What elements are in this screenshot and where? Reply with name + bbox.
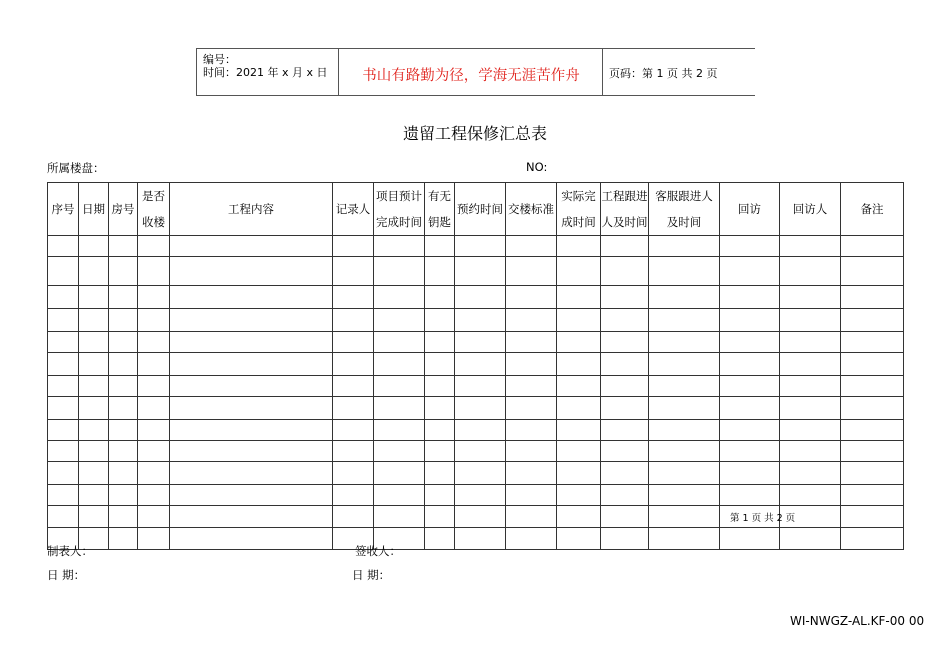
table-cell[interactable] [170, 397, 333, 420]
table-cell[interactable] [170, 236, 333, 257]
number-label: 编号： [203, 53, 236, 66]
column-header-line: 回访人 [792, 202, 828, 216]
page-note: 第 1 页 共 2 页 [730, 513, 796, 524]
table-cell[interactable] [138, 441, 170, 462]
table-row [48, 236, 904, 257]
table-cell[interactable] [374, 376, 425, 397]
table-cell[interactable] [649, 286, 720, 309]
property-label: 所属楼盘： [47, 161, 105, 175]
table-cell[interactable] [425, 236, 455, 257]
table-cell[interactable] [841, 485, 904, 506]
summary-table [47, 182, 904, 550]
table-cell[interactable] [138, 353, 170, 376]
column-header-line: 客服跟进人 [655, 189, 713, 203]
table-cell[interactable] [649, 236, 720, 257]
table-cell[interactable] [170, 485, 333, 506]
table-cell[interactable] [425, 309, 455, 332]
column-header-line: 成时间 [561, 215, 596, 229]
receiver-date-label: 日 期： [352, 568, 391, 582]
column-header [425, 183, 455, 236]
column-header-line: 备注 [860, 202, 884, 216]
table-cell[interactable] [170, 286, 333, 309]
table-cell[interactable] [601, 353, 649, 376]
table-cell[interactable] [720, 332, 780, 353]
table-cell[interactable] [506, 257, 557, 286]
table-cell[interactable] [48, 397, 79, 420]
column-header-line: 收楼 [142, 215, 165, 229]
table-cell[interactable] [601, 286, 649, 309]
table-cell[interactable] [506, 286, 557, 309]
table-cell[interactable] [841, 397, 904, 420]
table-cell[interactable] [720, 286, 780, 309]
column-header-line: 实际完 [561, 189, 596, 203]
table-cell[interactable] [425, 462, 455, 485]
table-row [48, 353, 904, 376]
column-header [557, 183, 601, 236]
table-cell[interactable] [780, 420, 841, 441]
page-title: 遗留工程保修汇总表 [402, 124, 547, 143]
table-cell[interactable] [170, 528, 333, 550]
table-cell[interactable] [79, 420, 109, 441]
table-cell[interactable] [374, 420, 425, 441]
table-cell[interactable] [780, 528, 841, 550]
table-cell[interactable] [170, 309, 333, 332]
table-cell[interactable] [374, 506, 425, 528]
table-cell[interactable] [601, 441, 649, 462]
table-cell[interactable] [601, 462, 649, 485]
table-cell[interactable] [374, 462, 425, 485]
table-cell[interactable] [506, 236, 557, 257]
table-cell[interactable] [48, 309, 79, 332]
table-cell[interactable] [841, 420, 904, 441]
table-cell[interactable] [79, 286, 109, 309]
column-header [506, 183, 557, 236]
table-cell[interactable] [601, 309, 649, 332]
header-page-cell [602, 48, 755, 96]
page-info: 页码：第 1 页 共 2 页 [609, 67, 718, 80]
table-cell[interactable] [557, 309, 601, 332]
table-cell[interactable] [170, 257, 333, 286]
column-header [455, 183, 506, 236]
table-cell[interactable] [425, 397, 455, 420]
header-meta-cell [196, 48, 338, 96]
table-row [48, 376, 904, 397]
table-cell[interactable] [649, 420, 720, 441]
table-cell[interactable] [109, 441, 138, 462]
table-cell[interactable] [720, 485, 780, 506]
table-cell[interactable] [425, 257, 455, 286]
table-cell[interactable] [425, 506, 455, 528]
table-cell[interactable] [455, 397, 506, 420]
table-cell[interactable] [79, 309, 109, 332]
table-cell[interactable] [109, 420, 138, 441]
table-cell[interactable] [109, 286, 138, 309]
table-cell[interactable] [374, 441, 425, 462]
table-cell[interactable] [138, 332, 170, 353]
column-header [109, 183, 138, 236]
table-cell[interactable] [557, 286, 601, 309]
column-header-line: 日期 [82, 202, 105, 216]
table-cell[interactable] [506, 485, 557, 506]
table-cell[interactable] [170, 332, 333, 353]
table-cell[interactable] [170, 462, 333, 485]
column-header [841, 183, 904, 236]
table-cell[interactable] [780, 236, 841, 257]
table-cell[interactable] [455, 286, 506, 309]
table-cell[interactable] [649, 332, 720, 353]
table-cell[interactable] [506, 528, 557, 550]
table-cell[interactable] [601, 236, 649, 257]
table-cell[interactable] [425, 441, 455, 462]
table-header-row [48, 183, 904, 236]
table-cell[interactable] [720, 420, 780, 441]
table-cell[interactable] [374, 353, 425, 376]
table-cell[interactable] [557, 506, 601, 528]
document-header [196, 48, 754, 96]
table-cell[interactable] [374, 485, 425, 506]
table-cell[interactable] [557, 332, 601, 353]
table-cell[interactable] [780, 332, 841, 353]
maker-date-label: 日 期： [47, 568, 86, 582]
table-cell[interactable] [780, 397, 841, 420]
table-cell[interactable] [109, 309, 138, 332]
table-cell[interactable] [170, 376, 333, 397]
table-cell[interactable] [557, 257, 601, 286]
header-motto-cell [338, 48, 603, 96]
maker-label: 制表人： [47, 544, 93, 558]
table-cell[interactable] [601, 420, 649, 441]
table-cell[interactable] [138, 506, 170, 528]
table-cell[interactable] [333, 397, 374, 420]
table-cell[interactable] [601, 397, 649, 420]
table-cell[interactable] [425, 420, 455, 441]
table-cell[interactable] [649, 485, 720, 506]
table-cell[interactable] [455, 353, 506, 376]
table-cell[interactable] [841, 236, 904, 257]
table-cell[interactable] [780, 462, 841, 485]
table-cell[interactable] [455, 462, 506, 485]
table-cell[interactable] [138, 286, 170, 309]
table-cell[interactable] [557, 441, 601, 462]
table-cell[interactable] [333, 506, 374, 528]
table-cell[interactable] [506, 332, 557, 353]
table-cell[interactable] [841, 376, 904, 397]
table-cell[interactable] [780, 353, 841, 376]
table-row [48, 420, 904, 441]
table-cell[interactable] [425, 332, 455, 353]
table-cell[interactable] [79, 376, 109, 397]
table-cell[interactable] [455, 485, 506, 506]
table-cell[interactable] [557, 236, 601, 257]
column-header [374, 183, 425, 236]
table-cell[interactable] [109, 236, 138, 257]
table-cell[interactable] [506, 397, 557, 420]
table-cell[interactable] [557, 376, 601, 397]
table-cell[interactable] [333, 286, 374, 309]
table-cell[interactable] [841, 506, 904, 528]
column-header [601, 183, 649, 236]
table-cell[interactable] [374, 332, 425, 353]
table-cell[interactable] [138, 309, 170, 332]
table-cell[interactable] [506, 462, 557, 485]
table-cell[interactable] [333, 309, 374, 332]
table-cell[interactable] [374, 309, 425, 332]
column-header [170, 183, 333, 236]
date-label: 时间：2021 年 x 月 x 日 [203, 66, 328, 79]
table-cell[interactable] [333, 332, 374, 353]
table-row [48, 286, 904, 309]
table-cell[interactable] [455, 236, 506, 257]
table-cell[interactable] [455, 441, 506, 462]
table-row [48, 397, 904, 420]
table-cell[interactable] [720, 353, 780, 376]
table-cell[interactable] [649, 397, 720, 420]
table-cell[interactable] [506, 420, 557, 441]
table-cell[interactable] [79, 441, 109, 462]
table-cell[interactable] [506, 506, 557, 528]
table-cell[interactable] [425, 376, 455, 397]
table-cell[interactable] [374, 236, 425, 257]
table-cell[interactable] [720, 441, 780, 462]
table-cell[interactable] [333, 462, 374, 485]
column-header [780, 183, 841, 236]
table-cell[interactable] [79, 397, 109, 420]
column-header [138, 183, 170, 236]
table-cell[interactable] [48, 353, 79, 376]
table-cell[interactable] [374, 286, 425, 309]
table-cell[interactable] [374, 257, 425, 286]
table-cell[interactable] [455, 420, 506, 441]
table-cell[interactable] [557, 528, 601, 550]
table-cell[interactable] [138, 462, 170, 485]
table-cell[interactable] [601, 332, 649, 353]
column-header-line: 预约时间 [457, 202, 503, 216]
table-cell[interactable] [374, 397, 425, 420]
table-cell[interactable] [841, 441, 904, 462]
no-label: NO: [526, 160, 548, 174]
table-cell[interactable] [841, 332, 904, 353]
table-cell[interactable] [109, 376, 138, 397]
table-cell[interactable] [79, 485, 109, 506]
table-cell[interactable] [109, 257, 138, 286]
table-cell[interactable] [455, 506, 506, 528]
table-cell[interactable] [79, 353, 109, 376]
table-cell[interactable] [649, 441, 720, 462]
table-cell[interactable] [780, 257, 841, 286]
table-cell[interactable] [557, 485, 601, 506]
table-cell[interactable] [649, 462, 720, 485]
table-cell[interactable] [48, 286, 79, 309]
table-cell[interactable] [79, 236, 109, 257]
table-row [48, 257, 904, 286]
table-cell[interactable] [48, 257, 79, 286]
table-cell[interactable] [841, 528, 904, 550]
table-cell[interactable] [48, 376, 79, 397]
column-header-line: 项目预计 [376, 189, 422, 203]
table-cell[interactable] [138, 528, 170, 550]
table-cell[interactable] [455, 528, 506, 550]
column-header [79, 183, 109, 236]
table-cell[interactable] [780, 309, 841, 332]
table-cell[interactable] [841, 286, 904, 309]
table-cell[interactable] [333, 441, 374, 462]
column-header-line: 人及时间 [601, 215, 648, 229]
table-cell[interactable] [425, 286, 455, 309]
document-code: WI-NWGZ-AL.KF-00 00 [790, 614, 925, 628]
table-cell[interactable] [48, 332, 79, 353]
table-cell[interactable] [557, 420, 601, 441]
table-cell[interactable] [649, 528, 720, 550]
table-cell[interactable] [109, 353, 138, 376]
table-cell[interactable] [506, 376, 557, 397]
table-cell[interactable] [841, 257, 904, 286]
table-cell[interactable] [780, 441, 841, 462]
table-cell[interactable] [720, 236, 780, 257]
table-row [48, 528, 904, 550]
table-cell[interactable] [601, 506, 649, 528]
table-cell[interactable] [138, 485, 170, 506]
column-header-line: 记录人 [335, 202, 371, 216]
table-cell[interactable] [425, 528, 455, 550]
table-cell[interactable] [455, 309, 506, 332]
table-cell[interactable] [720, 528, 780, 550]
column-header-line: 是否 [142, 189, 165, 203]
table-cell[interactable] [109, 506, 138, 528]
table-row [48, 332, 904, 353]
receiver-label: 签收人： [355, 544, 401, 558]
table-body [48, 236, 904, 550]
table-cell[interactable] [841, 353, 904, 376]
table-cell[interactable] [138, 397, 170, 420]
table-cell[interactable] [138, 236, 170, 257]
table-cell[interactable] [109, 528, 138, 550]
table-cell[interactable] [79, 332, 109, 353]
table-cell[interactable] [720, 462, 780, 485]
table-cell[interactable] [557, 353, 601, 376]
table-cell[interactable] [720, 257, 780, 286]
table-cell[interactable] [333, 236, 374, 257]
table-cell[interactable] [557, 462, 601, 485]
table-cell[interactable] [333, 257, 374, 286]
table-cell[interactable] [109, 332, 138, 353]
table-cell[interactable] [48, 485, 79, 506]
table-cell[interactable] [48, 441, 79, 462]
column-header-line: 回访 [738, 202, 761, 216]
table-cell[interactable] [601, 376, 649, 397]
table-cell[interactable] [649, 309, 720, 332]
table-cell[interactable] [333, 376, 374, 397]
column-header-line: 交楼标准 [508, 202, 554, 216]
table-cell[interactable] [649, 353, 720, 376]
table-cell[interactable] [170, 353, 333, 376]
table-cell[interactable] [109, 397, 138, 420]
table-cell[interactable] [649, 257, 720, 286]
table-cell[interactable] [425, 353, 455, 376]
table-cell[interactable] [601, 485, 649, 506]
table-cell[interactable] [79, 462, 109, 485]
table-cell[interactable] [109, 485, 138, 506]
table-cell[interactable] [138, 376, 170, 397]
table-cell[interactable] [109, 462, 138, 485]
table-cell[interactable] [780, 376, 841, 397]
table-cell[interactable] [138, 257, 170, 286]
table-cell[interactable] [333, 353, 374, 376]
column-header-line: 钥匙 [428, 215, 451, 229]
table-row [48, 462, 904, 485]
table-cell[interactable] [455, 376, 506, 397]
table-cell[interactable] [170, 420, 333, 441]
table-cell[interactable] [780, 286, 841, 309]
table-cell[interactable] [720, 397, 780, 420]
table-cell[interactable] [601, 257, 649, 286]
table-cell[interactable] [48, 236, 79, 257]
table-cell[interactable] [649, 506, 720, 528]
table-cell[interactable] [333, 420, 374, 441]
table-cell[interactable] [557, 397, 601, 420]
table-cell[interactable] [601, 528, 649, 550]
motto-text: 书山有路勤为径，学海无涯苦作舟 [362, 68, 580, 84]
column-header [649, 183, 720, 236]
table-cell[interactable] [506, 309, 557, 332]
table-cell[interactable] [506, 441, 557, 462]
table-row [48, 441, 904, 462]
table-cell[interactable] [720, 376, 780, 397]
table-cell[interactable] [720, 309, 780, 332]
column-header [333, 183, 374, 236]
table-cell[interactable] [138, 420, 170, 441]
table-cell[interactable] [333, 485, 374, 506]
table-cell[interactable] [506, 353, 557, 376]
column-header-line: 及时间 [666, 215, 702, 229]
column-header [720, 183, 780, 236]
table-cell[interactable] [79, 506, 109, 528]
table-cell[interactable] [780, 485, 841, 506]
column-header-line: 完成时间 [376, 215, 422, 229]
table-cell[interactable] [841, 309, 904, 332]
table-cell[interactable] [649, 376, 720, 397]
column-header-line: 工程跟进 [601, 189, 648, 203]
table-cell[interactable] [170, 506, 333, 528]
table-cell[interactable] [455, 332, 506, 353]
table-cell[interactable] [79, 257, 109, 286]
table-row [48, 485, 904, 506]
column-header-line: 房号 [111, 202, 135, 216]
column-header-line: 工程内容 [228, 202, 274, 216]
table-cell[interactable] [48, 462, 79, 485]
table-cell[interactable] [48, 506, 79, 528]
table-cell[interactable] [48, 420, 79, 441]
table-cell[interactable] [170, 441, 333, 462]
table-cell[interactable] [841, 462, 904, 485]
column-header [48, 183, 79, 236]
table-cell[interactable] [425, 485, 455, 506]
column-header-line: 有无 [428, 189, 451, 203]
table-row [48, 309, 904, 332]
table-cell[interactable] [455, 257, 506, 286]
column-header-line: 序号 [51, 202, 75, 216]
